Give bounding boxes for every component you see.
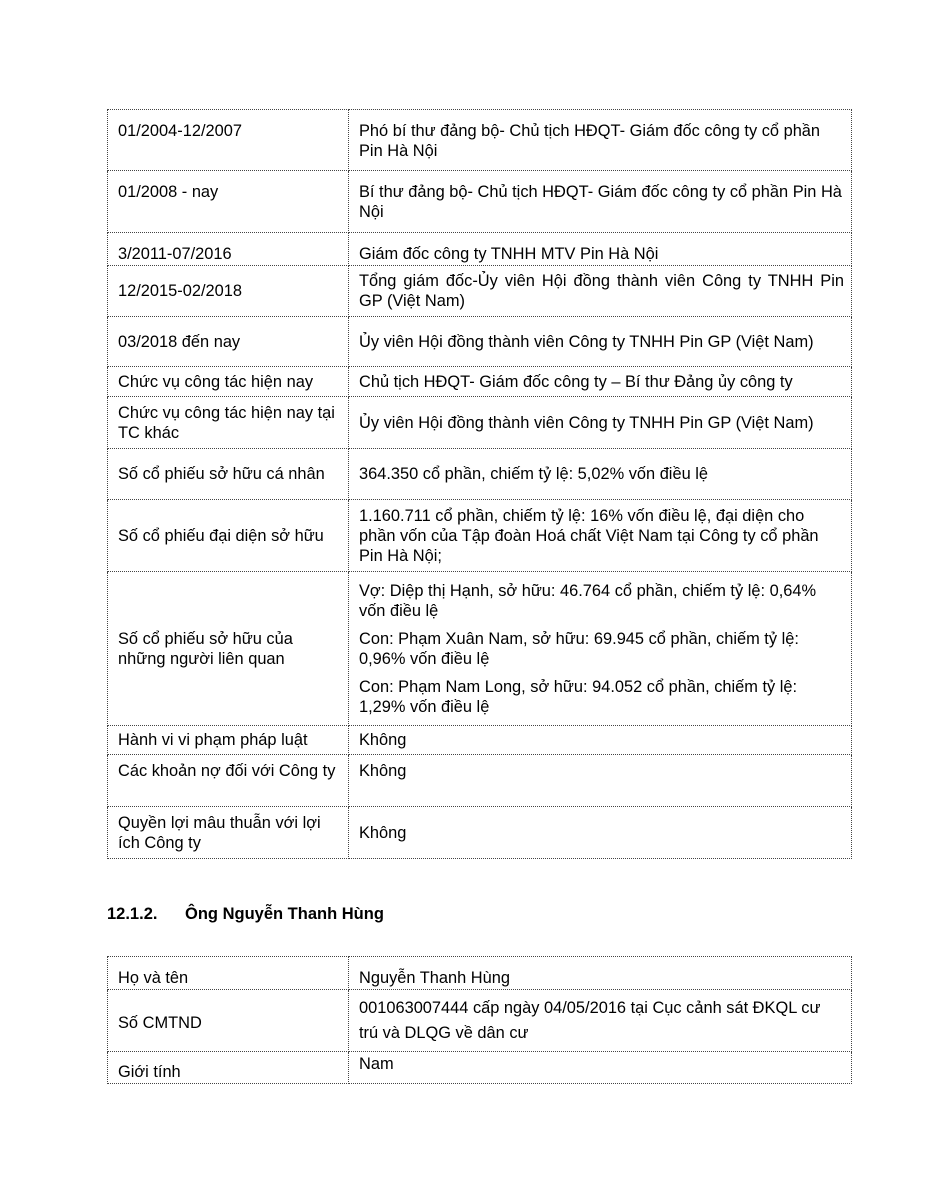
row-label: Số CMTND	[108, 990, 349, 1052]
personal-info-table	[107, 956, 852, 1084]
row-label: 3/2011-07/2016	[108, 233, 349, 266]
row-label: 03/2018 đến nay	[108, 317, 349, 367]
table-row	[108, 500, 852, 572]
row-value: Giám đốc công ty TNHH MTV Pin Hà Nội	[349, 233, 852, 266]
row-label: Số cổ phiếu sở hữu cá nhân	[108, 449, 349, 500]
row-label: Số cổ phiếu đại diện sở hữu	[108, 500, 349, 572]
table-row	[108, 367, 852, 397]
row-value: Vợ: Diệp thị Hạnh, sở hữu: 46.764 cổ phần, chiếm tỷ lệ: 0,64% vốn điều lệ Con: Phạm Xuân Nam, sở hữu: 69.945 cổ phần, chiếm tỷ lệ: 0,96% vốn điều lệ Con: Phạm Nam Long, sở hữu: 94.052 cổ phần, chiếm tỷ lệ: 1,29% vốn điều lệ	[349, 572, 852, 726]
row-label: Chức vụ công tác hiện nay tại TC khác	[108, 397, 349, 449]
row-value: Không	[349, 807, 852, 859]
row-value: Tổng giám đốc-Ủy viên Hội đồng thành viên Công ty TNHH Pin GP (Việt Nam)	[349, 266, 852, 317]
table-row	[108, 572, 852, 726]
profile-table	[107, 109, 852, 859]
table-row	[108, 957, 852, 990]
table-row	[108, 755, 852, 807]
table-row	[108, 726, 852, 755]
table-row	[108, 449, 852, 500]
row-value: Nguyễn Thanh Hùng	[349, 957, 852, 990]
row-value: 364.350 cổ phần, chiếm tỷ lệ: 5,02% vốn điều lệ	[349, 449, 852, 500]
row-value: Phó bí thư đảng bộ- Chủ tịch HĐQT- Giám đốc công ty cổ phần Pin Hà Nội	[349, 110, 852, 171]
section-number: 12.1.2.	[107, 905, 158, 923]
row-label: Các khoản nợ đối với Công ty	[108, 755, 349, 807]
table-row	[108, 397, 852, 449]
row-label: Số cổ phiếu sở hữu của những người liên quan	[108, 572, 349, 726]
section-heading	[107, 904, 384, 924]
table-row	[108, 317, 852, 367]
table-row	[108, 990, 852, 1052]
row-value: Không	[349, 726, 852, 755]
row-value: Nam	[349, 1052, 852, 1084]
row-value: Chủ tịch HĐQT- Giám đốc công ty – Bí thư Đảng ủy công ty	[349, 367, 852, 397]
row-value: Ủy viên Hội đồng thành viên Công ty TNHH Pin GP (Việt Nam)	[349, 397, 852, 449]
table-row	[108, 233, 852, 266]
section-title: Ông Nguyễn Thanh Hùng	[185, 905, 384, 923]
table-row	[108, 266, 852, 317]
row-label: 12/2015-02/2018	[108, 266, 349, 317]
table-row	[108, 171, 852, 233]
row-label: 01/2004-12/2007	[108, 110, 349, 171]
row-label: 01/2008 - nay	[108, 171, 349, 233]
table-row	[108, 110, 852, 171]
row-label: Giới tính	[108, 1052, 349, 1084]
row-label: Họ và tên	[108, 957, 349, 990]
table-row	[108, 1052, 852, 1084]
row-value: 001063007444 cấp ngày 04/05/2016 tại Cục cảnh sát ĐKQL cư trú và DLQG về dân cư	[349, 990, 852, 1052]
row-value: 1.160.711 cổ phần, chiếm tỷ lệ: 16% vốn điều lệ, đại diện cho phần vốn của Tập đoàn Hoá chất Việt Nam tại Công ty cổ phần Pin Hà Nội;	[349, 500, 852, 572]
row-label: Chức vụ công tác hiện nay	[108, 367, 349, 397]
row-value: Bí thư đảng bộ- Chủ tịch HĐQT- Giám đốc công ty cổ phần Pin Hà Nội	[349, 171, 852, 233]
row-value: Ủy viên Hội đồng thành viên Công ty TNHH Pin GP (Việt Nam)	[349, 317, 852, 367]
row-label: Quyền lợi mâu thuẫn với lợi ích Công ty	[108, 807, 349, 859]
row-value: Không	[349, 755, 852, 807]
row-label: Hành vi vi phạm pháp luật	[108, 726, 349, 755]
table-row	[108, 807, 852, 859]
